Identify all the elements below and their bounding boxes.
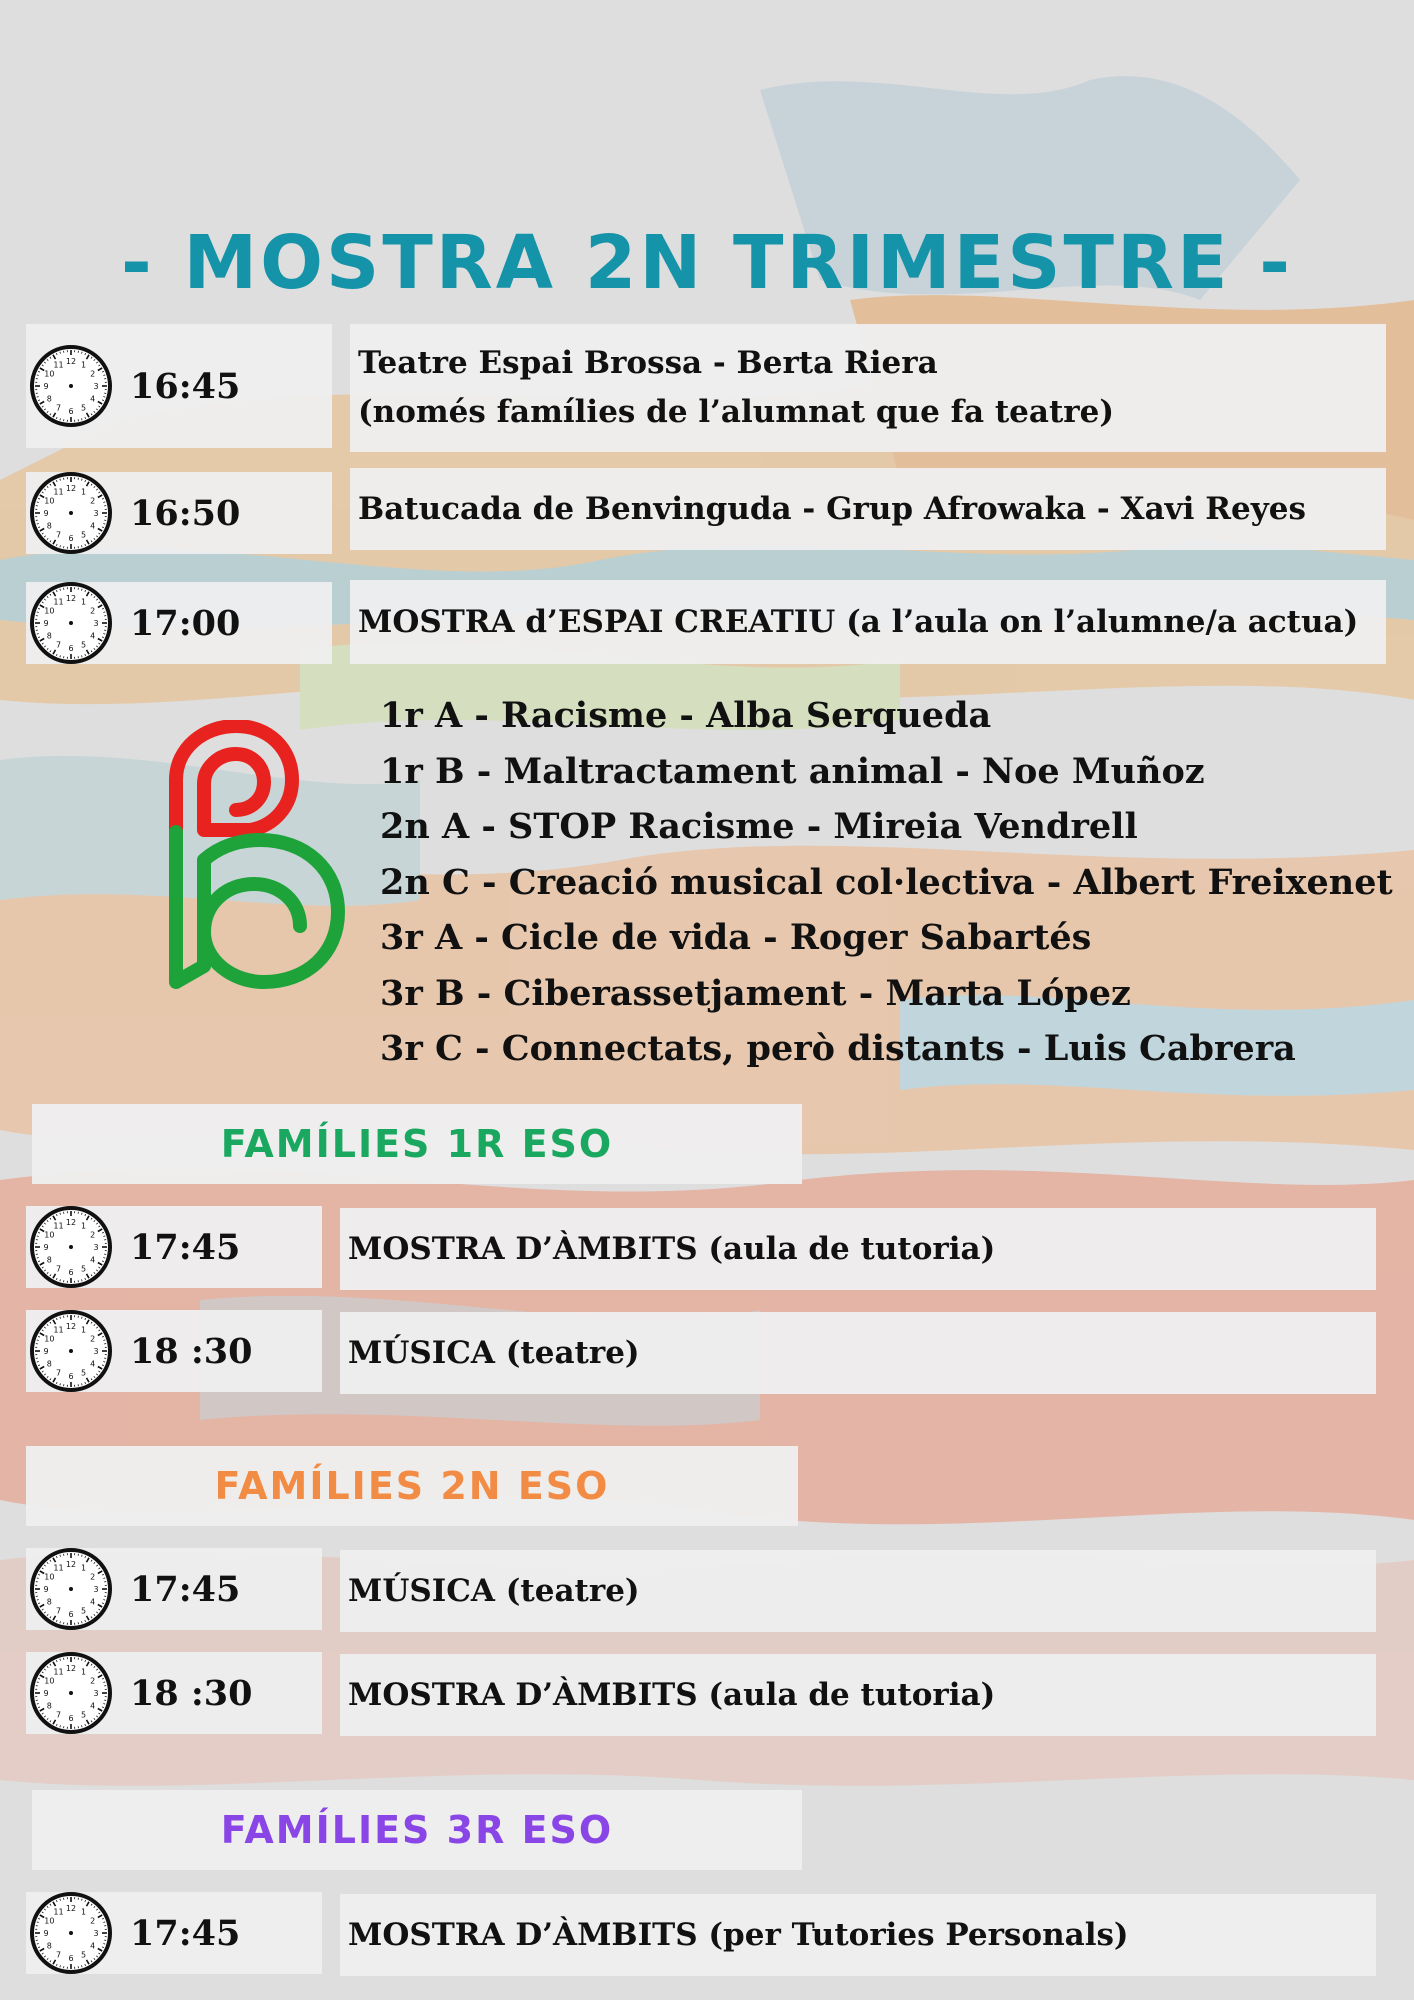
creative-space-groups [380, 688, 1393, 1077]
clock-icon [28, 1890, 114, 1976]
svg-text:8: 8 [46, 1941, 52, 1951]
clock-icon [28, 1650, 114, 1736]
svg-text:7: 7 [55, 1950, 62, 1960]
svg-text:6: 6 [68, 407, 74, 416]
schedule-description-box [340, 1894, 1376, 1976]
schedule-time-box [26, 472, 332, 554]
section-heading-2n-eso: FAMÍLIES 2N ESO [214, 1464, 610, 1508]
svg-text:3: 3 [93, 382, 99, 391]
svg-text:4: 4 [90, 521, 96, 531]
schedule-description-box [340, 1312, 1376, 1394]
description-line: (només famílies de l’alumnat que fa teatre) [358, 394, 1114, 430]
svg-text:10: 10 [44, 1572, 55, 1582]
svg-text:2: 2 [90, 606, 96, 616]
section-heading-box [32, 1790, 802, 1870]
svg-text:7: 7 [55, 403, 62, 413]
svg-text:10: 10 [44, 1676, 55, 1686]
clock-icon [28, 470, 114, 556]
svg-text:2: 2 [90, 1916, 96, 1926]
clock-icon [28, 1308, 114, 1394]
svg-text:4: 4 [90, 1255, 96, 1265]
svg-text:6: 6 [68, 1954, 74, 1963]
schedule-description [358, 485, 1306, 534]
svg-text:11: 11 [53, 597, 64, 607]
svg-text:11: 11 [53, 360, 64, 370]
svg-text:6: 6 [68, 1268, 74, 1277]
svg-text:7: 7 [55, 530, 62, 540]
svg-text:11: 11 [53, 1667, 64, 1677]
svg-text:5: 5 [80, 1606, 87, 1616]
svg-text:10: 10 [44, 606, 55, 616]
svg-text:10: 10 [44, 1334, 55, 1344]
svg-text:12: 12 [65, 1664, 77, 1673]
svg-text:8: 8 [46, 394, 52, 404]
schedule-description-box [340, 1208, 1376, 1290]
section-heading-1r-eso: FAMÍLIES 1R ESO [220, 1122, 614, 1166]
svg-text:12: 12 [65, 484, 77, 493]
schedule-description-box [340, 1550, 1376, 1632]
svg-text:10: 10 [44, 369, 55, 379]
schedule-time: 17:00 [130, 602, 241, 644]
svg-text:6: 6 [68, 534, 74, 543]
schedule-description: MÚSICA (teatre) [348, 1572, 640, 1609]
schedule-time-box [26, 1652, 322, 1734]
svg-text:7: 7 [55, 1606, 62, 1616]
svg-text:11: 11 [53, 487, 64, 497]
svg-text:11: 11 [53, 1325, 64, 1335]
svg-text:10: 10 [44, 496, 55, 506]
svg-text:11: 11 [53, 1563, 64, 1573]
svg-text:10: 10 [44, 1916, 55, 1926]
svg-text:5: 5 [80, 1368, 87, 1378]
svg-text:3: 3 [93, 1243, 99, 1252]
svg-text:1: 1 [80, 1563, 87, 1573]
svg-text:2: 2 [90, 1676, 96, 1686]
description-line: Batucada de Benvinguda - Grup Afrowaka - Xavi Reyes [358, 490, 1306, 527]
clock-icon [28, 1546, 114, 1632]
svg-text:11: 11 [53, 1907, 64, 1917]
group-item: 2n C - Creació musical col·lectiva - Albert Freixenet [380, 861, 1393, 903]
svg-text:3: 3 [93, 1689, 99, 1698]
schedule-description [358, 339, 1114, 437]
svg-text:6: 6 [68, 1714, 74, 1723]
schedule-description [358, 598, 1358, 647]
svg-text:5: 5 [80, 640, 87, 650]
svg-text:9: 9 [43, 1243, 49, 1252]
clock-icon [28, 580, 114, 666]
description-line: MOSTRA d’ESPAI CREATIU (a l’aula on l’alumne/a actua) [358, 603, 1359, 640]
schedule-time: 16:45 [130, 365, 241, 407]
group-item: 3r C - Connectats, però distants - Luis Cabrera [380, 1028, 1296, 1069]
page-title: - MOSTRA 2N TRIMESTRE - [121, 220, 1293, 306]
schedule-time-box [26, 1548, 322, 1630]
section-heading-box [26, 1446, 798, 1526]
svg-text:9: 9 [43, 509, 49, 518]
schedule-time-box [26, 324, 332, 448]
schedule-time-box [26, 1206, 322, 1288]
svg-text:12: 12 [65, 594, 77, 603]
schedule-time: 18 :30 [130, 1672, 253, 1714]
section-heading-3r-eso: FAMÍLIES 3R ESO [220, 1808, 614, 1852]
group-item: 3r B - Ciberassetjament - Marta López [380, 972, 1131, 1014]
svg-text:8: 8 [46, 1597, 52, 1607]
svg-text:6: 6 [68, 644, 74, 653]
svg-text:10: 10 [44, 1230, 55, 1240]
svg-text:3: 3 [93, 619, 99, 628]
svg-text:2: 2 [90, 369, 96, 379]
svg-text:11: 11 [53, 1221, 64, 1231]
svg-text:2: 2 [90, 1334, 96, 1344]
school-logo [160, 720, 350, 990]
schedule-time-box [26, 582, 332, 664]
svg-text:5: 5 [80, 403, 87, 413]
svg-text:1: 1 [80, 1221, 87, 1231]
svg-text:3: 3 [93, 509, 99, 518]
svg-text:5: 5 [80, 1264, 87, 1274]
group-item: 3r A - Cicle de vida - Roger Sabartés [380, 917, 1092, 958]
description-line: Teatre Espai Brossa - Berta Riera [358, 345, 938, 381]
svg-text:5: 5 [80, 1950, 87, 1960]
schedule-time-box [26, 1892, 322, 1974]
schedule-time: 17:45 [130, 1568, 241, 1610]
svg-text:4: 4 [90, 1359, 96, 1369]
schedule-description: MOSTRA D’ÀMBITS (aula de tutoria) [348, 1230, 996, 1267]
svg-text:12: 12 [65, 1322, 77, 1331]
schedule-time-box [26, 1310, 322, 1392]
schedule-description: MÚSICA (teatre) [348, 1334, 640, 1371]
svg-text:9: 9 [43, 619, 49, 628]
schedule-description: MOSTRA D’ÀMBITS (per Tutories Personals) [348, 1916, 1129, 1953]
schedule-description-box [350, 324, 1386, 452]
svg-text:4: 4 [90, 631, 96, 641]
svg-text:1: 1 [80, 1907, 87, 1917]
svg-text:9: 9 [43, 1585, 49, 1594]
svg-text:3: 3 [93, 1929, 99, 1938]
svg-text:1: 1 [80, 1667, 87, 1677]
schedule-time: 18 :30 [130, 1330, 253, 1372]
svg-text:3: 3 [93, 1585, 99, 1594]
svg-text:9: 9 [43, 382, 49, 391]
svg-text:7: 7 [55, 640, 62, 650]
svg-text:3: 3 [93, 1347, 99, 1356]
schedule-time: 16:50 [130, 492, 241, 534]
group-item: 1r B - Maltractament animal - Noe Muñoz [380, 750, 1205, 792]
svg-text:9: 9 [43, 1929, 49, 1938]
svg-text:12: 12 [65, 357, 77, 366]
svg-text:12: 12 [65, 1218, 77, 1227]
svg-text:4: 4 [90, 394, 96, 404]
svg-text:4: 4 [90, 1701, 96, 1711]
svg-text:9: 9 [43, 1689, 49, 1698]
schedule-description-box [340, 1654, 1376, 1736]
svg-text:4: 4 [90, 1597, 96, 1607]
svg-text:1: 1 [80, 597, 87, 607]
group-item: 1r A - Racisme - Alba Serqueda [380, 695, 992, 736]
schedule-time: 17:45 [130, 1226, 241, 1268]
svg-text:6: 6 [68, 1372, 74, 1381]
svg-text:7: 7 [55, 1264, 62, 1274]
svg-text:7: 7 [55, 1368, 62, 1378]
svg-text:5: 5 [80, 1710, 87, 1720]
svg-text:12: 12 [65, 1904, 77, 1913]
svg-text:5: 5 [80, 530, 87, 540]
schedule-description-box [350, 580, 1386, 664]
svg-text:6: 6 [68, 1610, 74, 1619]
svg-text:8: 8 [46, 1359, 52, 1369]
svg-text:8: 8 [46, 1255, 52, 1265]
section-heading-box [32, 1104, 802, 1184]
svg-text:4: 4 [90, 1941, 96, 1951]
svg-text:2: 2 [90, 496, 96, 506]
svg-text:8: 8 [46, 521, 52, 531]
svg-text:7: 7 [55, 1710, 62, 1720]
svg-text:12: 12 [65, 1560, 77, 1569]
svg-text:8: 8 [46, 631, 52, 641]
clock-icon [28, 343, 114, 429]
schedule-time: 17:45 [130, 1912, 241, 1954]
svg-text:2: 2 [90, 1572, 96, 1582]
svg-text:1: 1 [80, 487, 87, 497]
schedule-description: MOSTRA D’ÀMBITS (aula de tutoria) [348, 1676, 996, 1713]
svg-text:2: 2 [90, 1230, 96, 1240]
svg-text:1: 1 [80, 360, 87, 370]
schedule-description-box [350, 468, 1386, 550]
svg-text:8: 8 [46, 1701, 52, 1711]
svg-text:9: 9 [43, 1347, 49, 1356]
clock-icon [28, 1204, 114, 1290]
svg-text:1: 1 [80, 1325, 87, 1335]
group-item: 2n A - STOP Racisme - Mireia Vendrell [380, 806, 1138, 847]
